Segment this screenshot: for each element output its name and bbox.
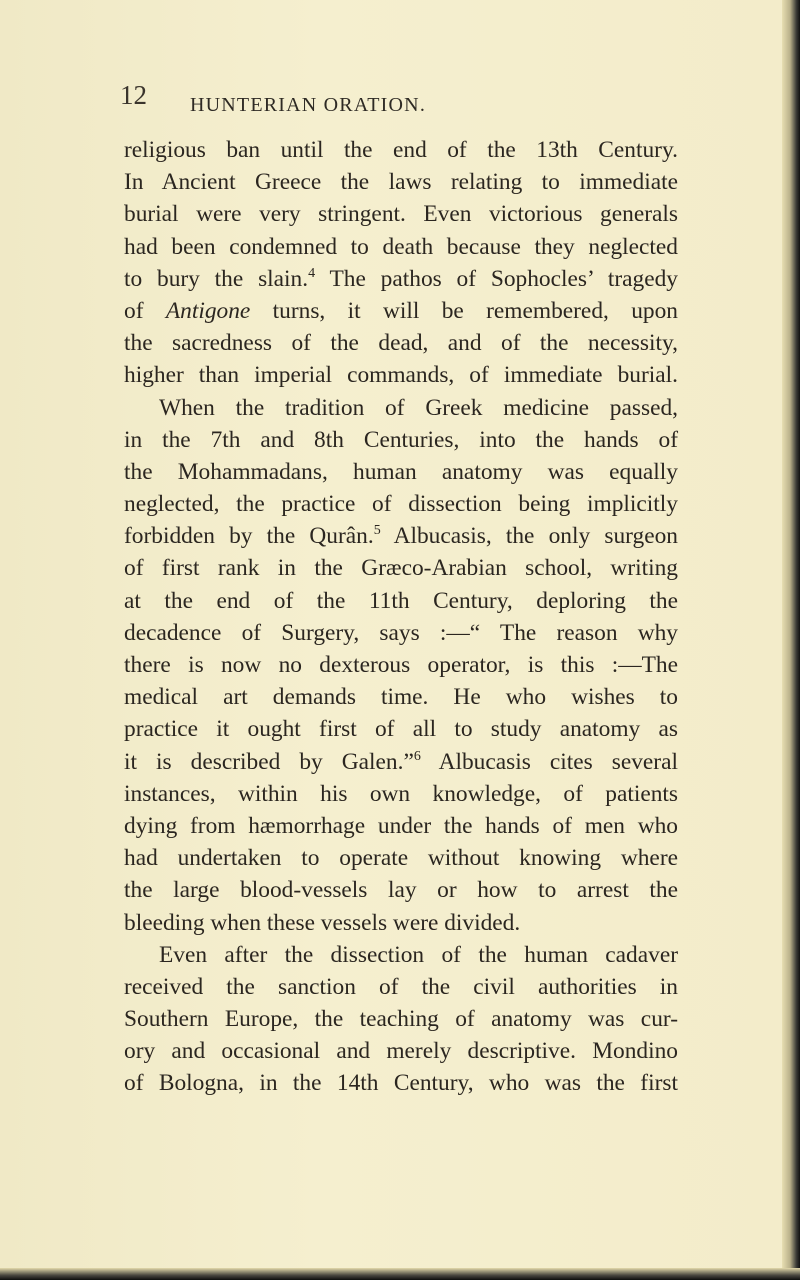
text-line: [124, 907, 678, 939]
footnote-marker: 5: [373, 523, 381, 539]
text-segment: higher than imperial commands, of immediate burial.: [124, 362, 678, 389]
running-head: HUNTERIAN ORATION.: [190, 94, 427, 116]
text-line: [124, 746, 678, 778]
text-line: [124, 198, 678, 230]
text-line: [124, 874, 678, 906]
text-line: [124, 971, 678, 1003]
text-line: [124, 842, 678, 874]
text-segment: burial were very stringent. Even victorious generals: [124, 201, 678, 228]
text-segment: Even after the dissection of the human cadaver: [159, 941, 678, 968]
body-text: [124, 134, 678, 1100]
text-segment: there is now no dexterous operator, is this :—The: [124, 652, 678, 678]
text-segment: decadence of Surgery, says :—“ The reason why: [124, 619, 678, 646]
text-segment: instances, within his own knowledge, of patients: [124, 780, 678, 807]
text-segment: the sacredness of the dead, and of the necessity,: [124, 330, 678, 357]
text-line: [124, 488, 678, 520]
text-segment: of: [124, 297, 166, 324]
text-line: [124, 166, 678, 198]
text-segment: Albucasis cites several: [420, 748, 678, 775]
text-segment: Southern Europe, the teaching of anatomy was cur-: [124, 1006, 678, 1033]
text-line: [124, 392, 678, 424]
text-line: [124, 810, 678, 842]
text-segment: forbidden by the Qurân.: [124, 523, 374, 550]
text-segment: ory and occasional and merely descriptive. Mondino: [124, 1038, 678, 1065]
text-segment: at the end of the 11th Century, deploring the: [124, 587, 678, 614]
text-segment: it is described by Galen.”: [124, 748, 414, 775]
page-edge-shadow: [782, 0, 800, 1280]
text-segment: had undertaken to operate without knowing where: [124, 845, 678, 872]
text-line: [124, 263, 678, 295]
text-segment: of first rank in the Græco-Arabian school, writing: [124, 555, 678, 582]
text-segment: the Mohammadans, human anatomy was equally: [124, 458, 678, 485]
footnote-marker: 4: [308, 265, 316, 281]
text-line: [124, 1067, 678, 1099]
text-line: [124, 1003, 678, 1035]
text-segment: the large blood-vessels lay or how to arrest the: [124, 877, 678, 904]
text-line: [124, 552, 678, 584]
page-bottom-shadow: [0, 1268, 800, 1280]
text-line: [124, 231, 678, 263]
text-line: [124, 456, 678, 488]
footnote-marker: 6: [413, 748, 421, 764]
text-line: [124, 424, 678, 456]
text-segment: turns, it will be remembered, upon: [250, 297, 678, 324]
text-segment: to bury the slain.: [124, 265, 309, 292]
text-segment: Albucasis, the only surgeon: [380, 523, 678, 550]
text-segment: The pathos of Sophocles’ tragedy: [315, 265, 678, 292]
text-segment: of Bologna, in the 14th Century, who was the first: [124, 1070, 678, 1097]
italic-title: Antigone: [165, 297, 251, 324]
text-segment: practice it ought first of all to study anatomy as: [124, 716, 678, 743]
text-segment: dying from hæmorrhage under the hands of men who: [124, 812, 678, 839]
text-segment: religious ban until the end of the 13th Century.: [124, 137, 678, 163]
text-segment: neglected, the practice of dissection being implicitly: [124, 491, 678, 518]
text-segment: received the sanction of the civil authorities in: [124, 973, 678, 1000]
text-line: [124, 359, 678, 391]
text-line: [124, 327, 678, 359]
text-segment: had been condemned to death because they neglected: [124, 233, 678, 260]
text-line: [124, 520, 678, 552]
text-line: [124, 134, 678, 166]
text-line: [124, 1035, 678, 1067]
text-segment: bleeding when these vessels were divided.: [124, 909, 521, 936]
text-segment: medical art demands time. He who wishes to: [124, 684, 678, 711]
text-segment: in the 7th and 8th Centuries, into the hands of: [124, 426, 678, 453]
text-line: [124, 295, 678, 327]
text-line: [124, 617, 678, 649]
page-number: 12: [120, 80, 147, 110]
text-line: [124, 681, 678, 713]
text-line: [124, 713, 678, 745]
text-segment: When the tradition of Greek medicine passed,: [159, 394, 678, 421]
text-line: [124, 585, 678, 617]
text-line: [124, 649, 678, 681]
text-line: [124, 939, 678, 971]
text-segment: In Ancient Greece the laws relating to immediate: [124, 169, 678, 196]
text-line: [124, 778, 678, 810]
